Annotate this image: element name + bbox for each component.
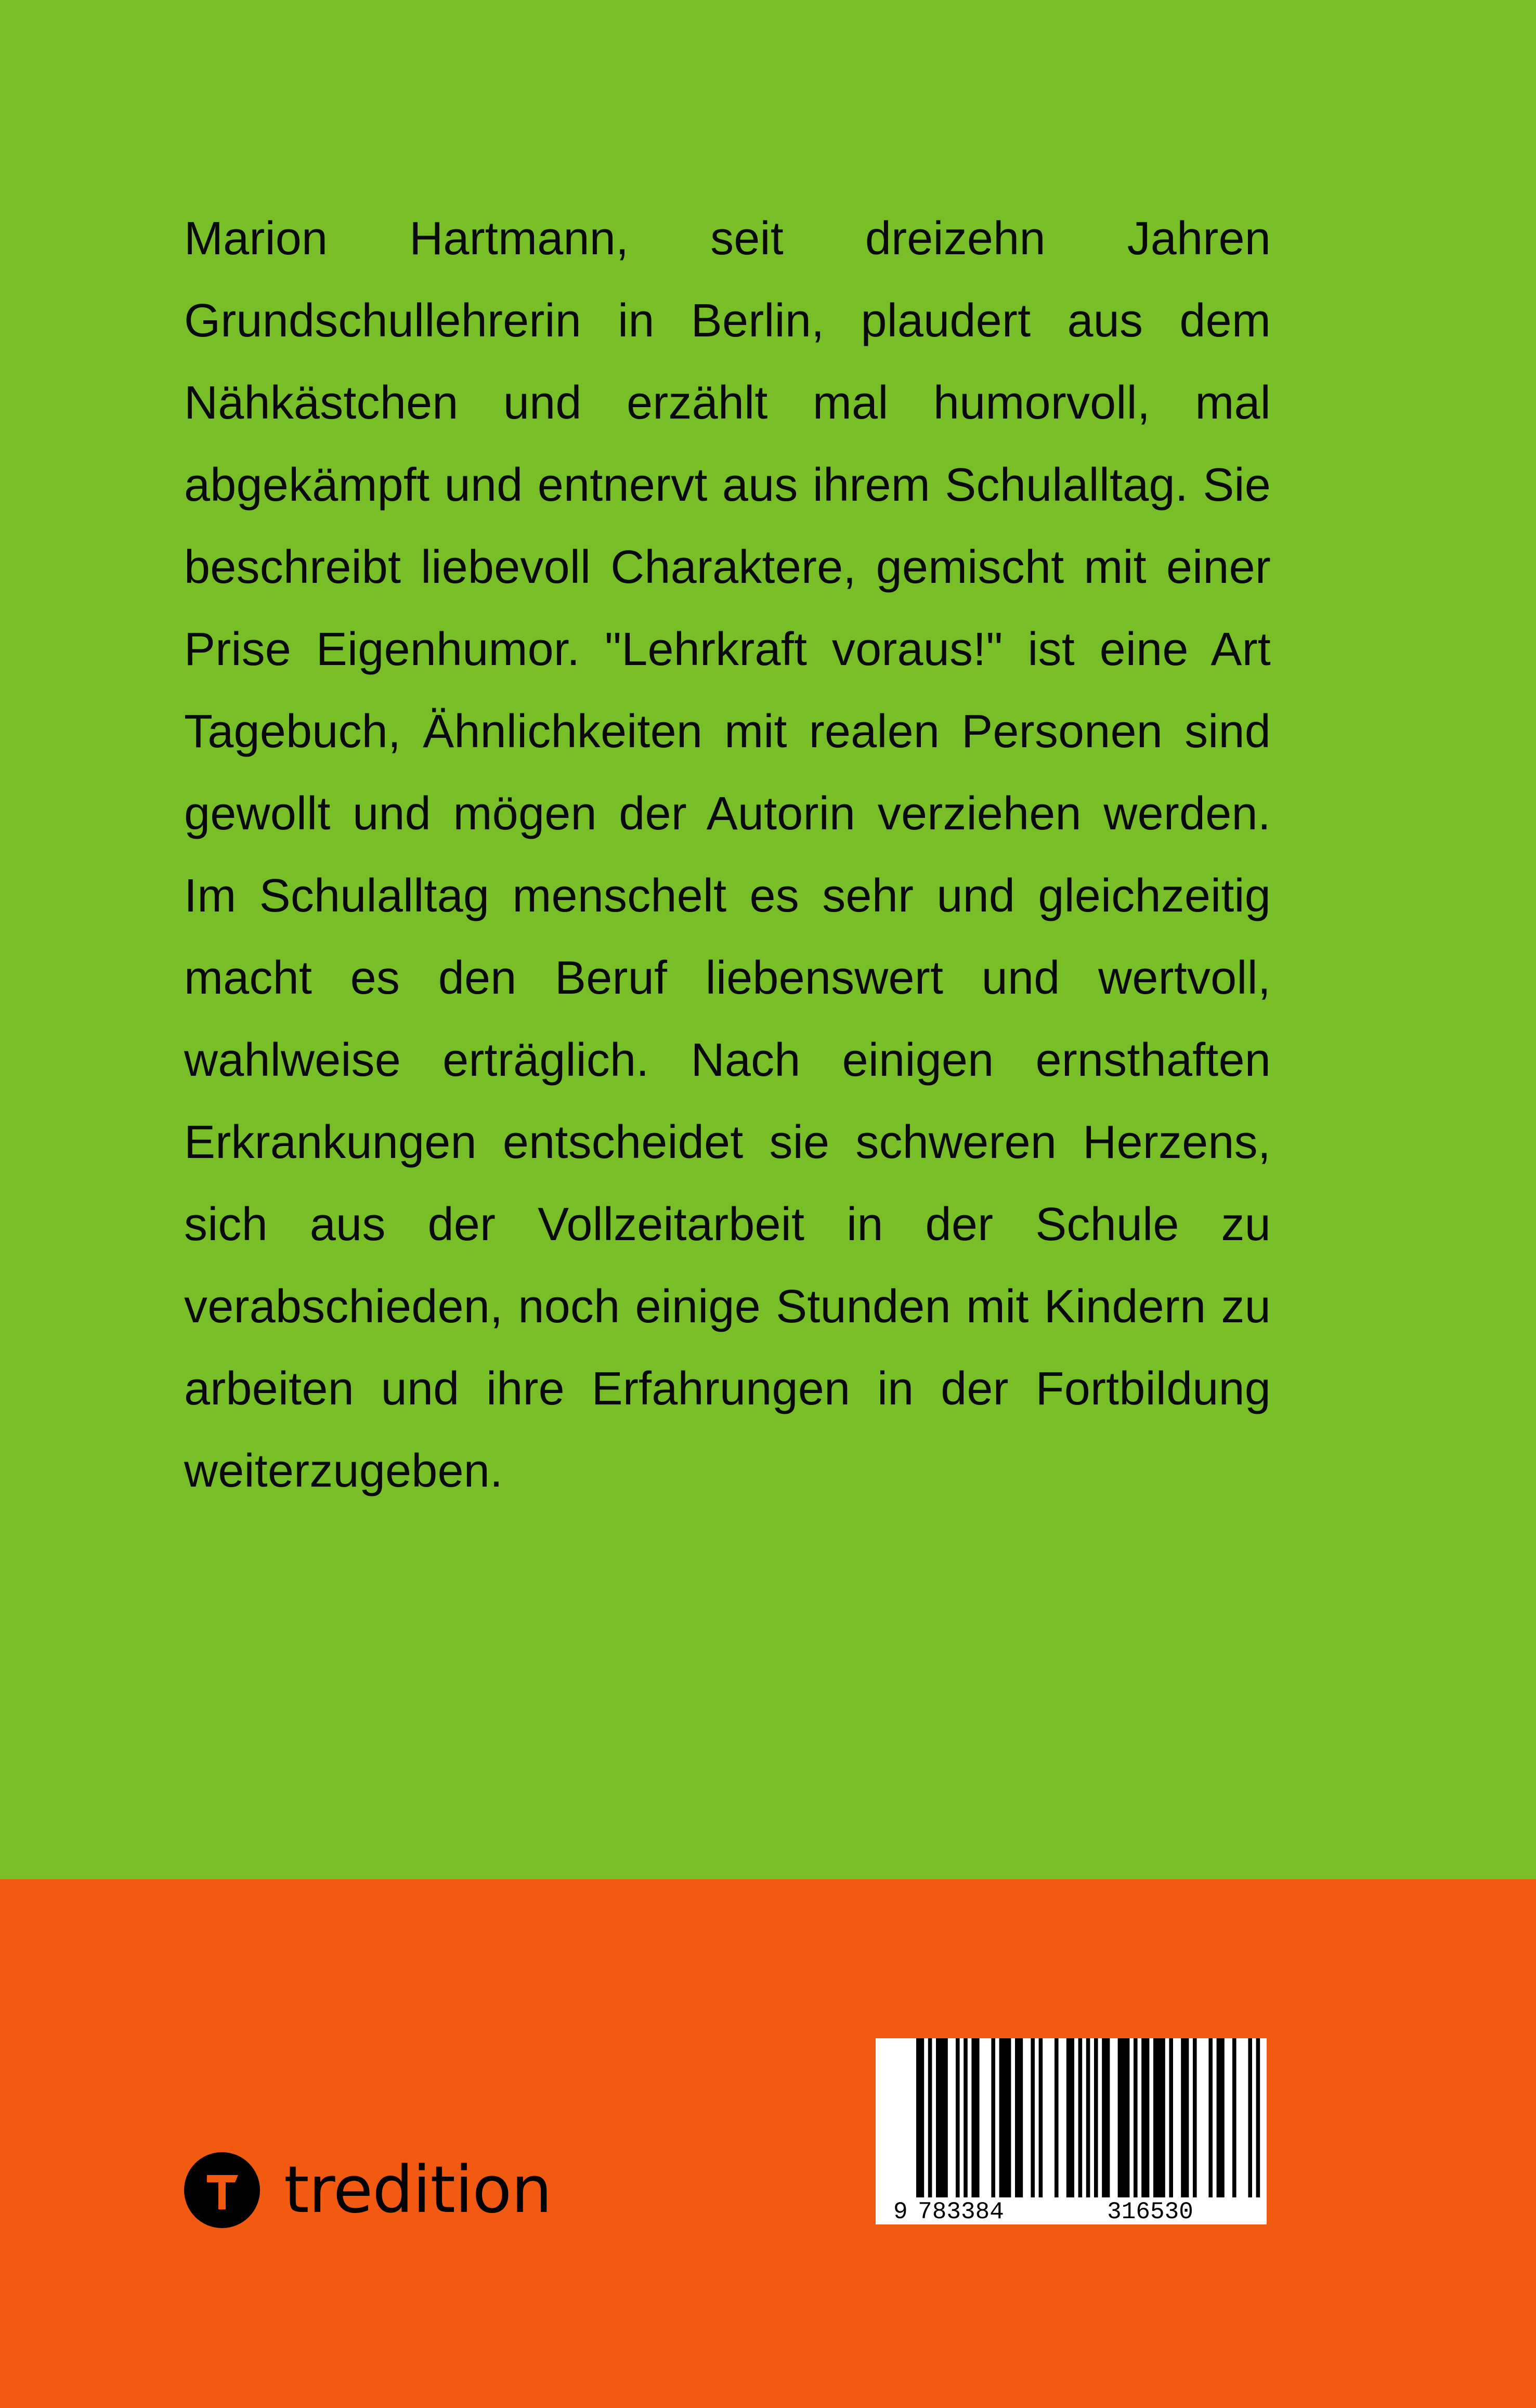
barcode-bar (1055, 2038, 1059, 2197)
barcode-bar (1015, 2038, 1023, 2197)
barcode-bar (936, 2038, 948, 2197)
barcode-bar (1208, 2038, 1213, 2197)
barcode-bar (1086, 2038, 1090, 2224)
barcode-bar (1256, 2038, 1260, 2197)
barcode-bar (971, 2038, 979, 2197)
tredition-logo-icon (184, 2152, 260, 2228)
isbn-barcode (876, 2038, 1267, 2224)
barcode-bar (999, 2038, 1011, 2197)
barcode-bar (1193, 2038, 1197, 2197)
barcode-bar (1169, 2038, 1173, 2197)
barcode-bar (991, 2038, 995, 2197)
barcode-left-digits: 783384 (918, 2198, 1004, 2224)
barcode-bar (1102, 2038, 1110, 2224)
barcode-bar (1232, 2038, 1236, 2197)
publisher-logo (184, 2152, 552, 2229)
barcode-bar (956, 2038, 960, 2197)
barcode-bar (1248, 2038, 1252, 2197)
barcode-bar (964, 2038, 968, 2197)
barcode-bar (1066, 2038, 1074, 2197)
publisher-name: tredition (284, 2153, 552, 2228)
barcode-bar (1141, 2038, 1149, 2197)
barcode-bar (1153, 2038, 1165, 2197)
barcode-bar (1118, 2038, 1130, 2197)
barcode-bar (1181, 2038, 1189, 2197)
barcode-first-digit: 9 (893, 2198, 908, 2224)
barcode-bar (1039, 2038, 1043, 2197)
barcode-bar (1134, 2038, 1138, 2197)
back-cover-blurb: Marion Hartmann, seit dreizehn Jahren Grundschullehrerin in Berlin, plaudert aus dem Nähkästchen und erzählt mal humorvoll, mal abgekämpft und entnervt aus ihrem Schulalltag. Sie beschreibt liebevoll Charaktere, gemischt mit einer Prise Eigenhumor. "Lehrkraft voraus!" ist eine Art Tagebuch, Ähnlichkeiten mit realen Personen sind gewollt und mögen der Autorin verziehen werden. Im Schulalltag menschelt es sehr und gleichzeitig macht es den Beruf liebenswert und wertvoll, wahlweise erträglich. Nach einigen ernsthaften Erkrankungen entscheidet sie schweren Herzens, sich aus der Vollzeitarbeit in der Schule zu verabschieden, noch einige Stunden mit Kindern zu arbeiten und ihre Erfahrungen in der Fortbildung weiterzugeben. (184, 213, 1271, 1497)
barcode-bar (1078, 2038, 1083, 2197)
barcode-bar (1031, 2038, 1035, 2197)
barcode-bar (1094, 2038, 1098, 2224)
barcode-bar (928, 2038, 932, 2224)
barcode-bar (916, 2038, 924, 2224)
barcode-right-digits: 316530 (1107, 2198, 1193, 2224)
barcode-bar (1217, 2038, 1225, 2197)
cover-bottom-panel (0, 1879, 1536, 2408)
